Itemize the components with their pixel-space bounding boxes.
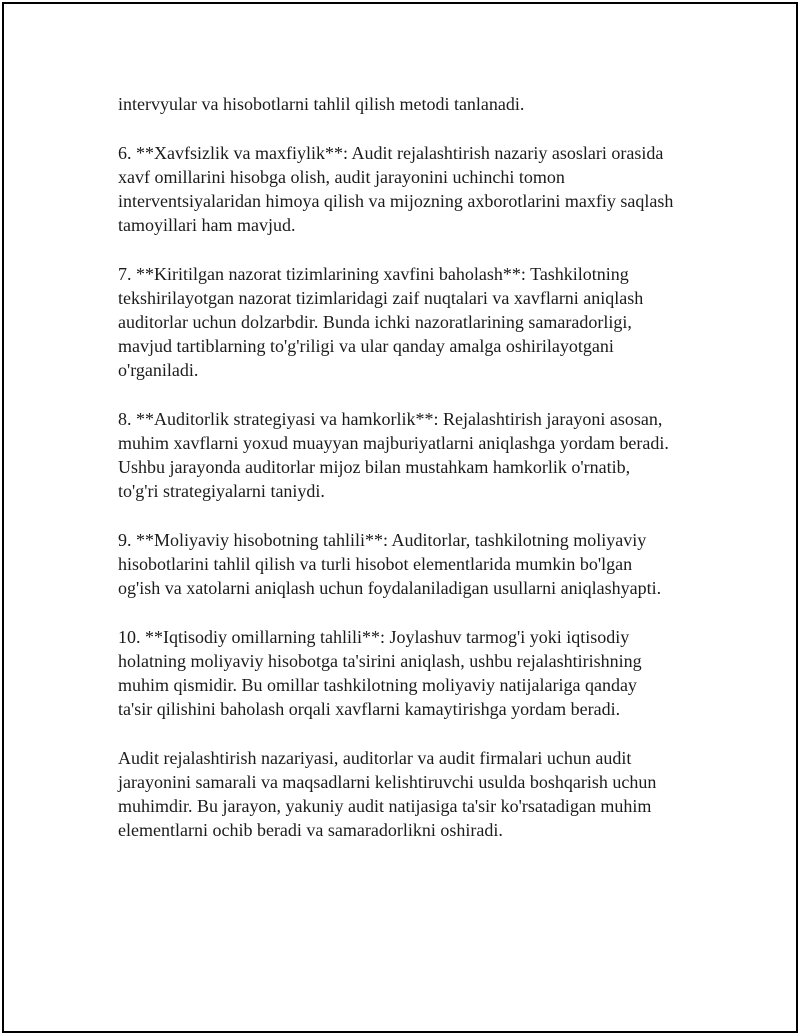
text-line: muhim qismidir. Bu omillar tashkilotning moliyaviy natijalariga qanday <box>118 675 637 695</box>
text-line: Ushbu jarayonda auditorlar mijoz bilan mustahkam hamkorlik o'rnatib, <box>118 457 631 477</box>
text-line: tekshirilayotgan nazorat tizimlaridagi zaif nuqtalari va xavflarni aniqlash <box>118 288 644 308</box>
text-line: 6. **Xavfsizlik va maxfiylik**: Audit rejalashtirish nazariy asoslari orasida <box>118 143 664 163</box>
page-frame <box>2 2 798 1033</box>
paragraph-item-7 <box>118 262 673 382</box>
text-line: hisobotlarini tahlil qilish va turli hisobot elementlarida mumkin bo'lgan <box>118 554 633 574</box>
text-line: ta'sir qilishini baholash orqali xavflarni kamaytirishga yordam beradi. <box>118 699 621 719</box>
text-line: 9. **Moliyaviy hisobotning tahlili**: Auditorlar, tashkilotning moliyaviy <box>118 530 647 550</box>
paragraph-conclusion <box>118 746 673 842</box>
text-line: xavf omillarini hisobga olish, audit jarayonini uchinchi tomon <box>118 167 565 187</box>
text-line: auditorlar uchun dolzarbdir. Bunda ichki nazoratlarining samaradorligi, <box>118 312 632 332</box>
text-line: interventsiyalaridan himoya qilish va mijozning axborotlarini maxfiy saqlash <box>118 191 674 211</box>
text-line: to'g'ri strategiyalarni taniydi. <box>118 481 325 501</box>
text-line: 8. **Auditorlik strategiyasi va hamkorlik**: Rejalashtirish jarayoni asosan, <box>118 409 663 429</box>
paragraph-continuation <box>118 92 673 116</box>
text-line: elementlarni ochib beradi va samaradorlikni oshiradi. <box>118 820 503 840</box>
text-line: holatning moliyaviy hisobotga ta'sirini aniqlash, ushbu rejalashtirishning <box>118 651 642 671</box>
text-line: tamoyillari ham mavjud. <box>118 215 296 235</box>
paragraph-item-10 <box>118 625 673 721</box>
text-line: muhim xavflarni yoxud muayyan majburiyatlarni aniqlashga yordam beradi. <box>118 433 669 453</box>
text-line: muhimdir. Bu jarayon, yakuniy audit natijasiga ta'sir ko'rsatadigan muhim <box>118 796 652 816</box>
paragraph-item-9 <box>118 528 673 600</box>
text-line: og'ish va xatolarni aniqlash uchun foydalaniladigan usullarni aniqlashyapti. <box>118 578 662 598</box>
text-line: 10. **Iqtisodiy omillarning tahlili**: Joylashuv tarmog'i yoki iqtisodiy <box>118 627 630 647</box>
paragraph-item-8 <box>118 407 673 503</box>
document-body <box>118 92 673 867</box>
text-line: Audit rejalashtirish nazariyasi, auditorlar va audit firmalari uchun audit <box>118 748 632 768</box>
text-line: intervyular va hisobotlarni tahlil qilish metodi tanlanadi. <box>118 94 525 114</box>
text-line: mavjud tartiblarning to'g'riligi va ular qanday amalga oshirilayotgani <box>118 336 614 356</box>
text-line: 7. **Kiritilgan nazorat tizimlarining xavfini baholash**: Tashkilotning <box>118 264 629 284</box>
text-line: jarayonini samarali va maqsadlarni kelishtiruvchi usulda boshqarish uchun <box>118 772 657 792</box>
paragraph-item-6 <box>118 141 673 237</box>
text-line: o'rganiladi. <box>118 360 199 380</box>
